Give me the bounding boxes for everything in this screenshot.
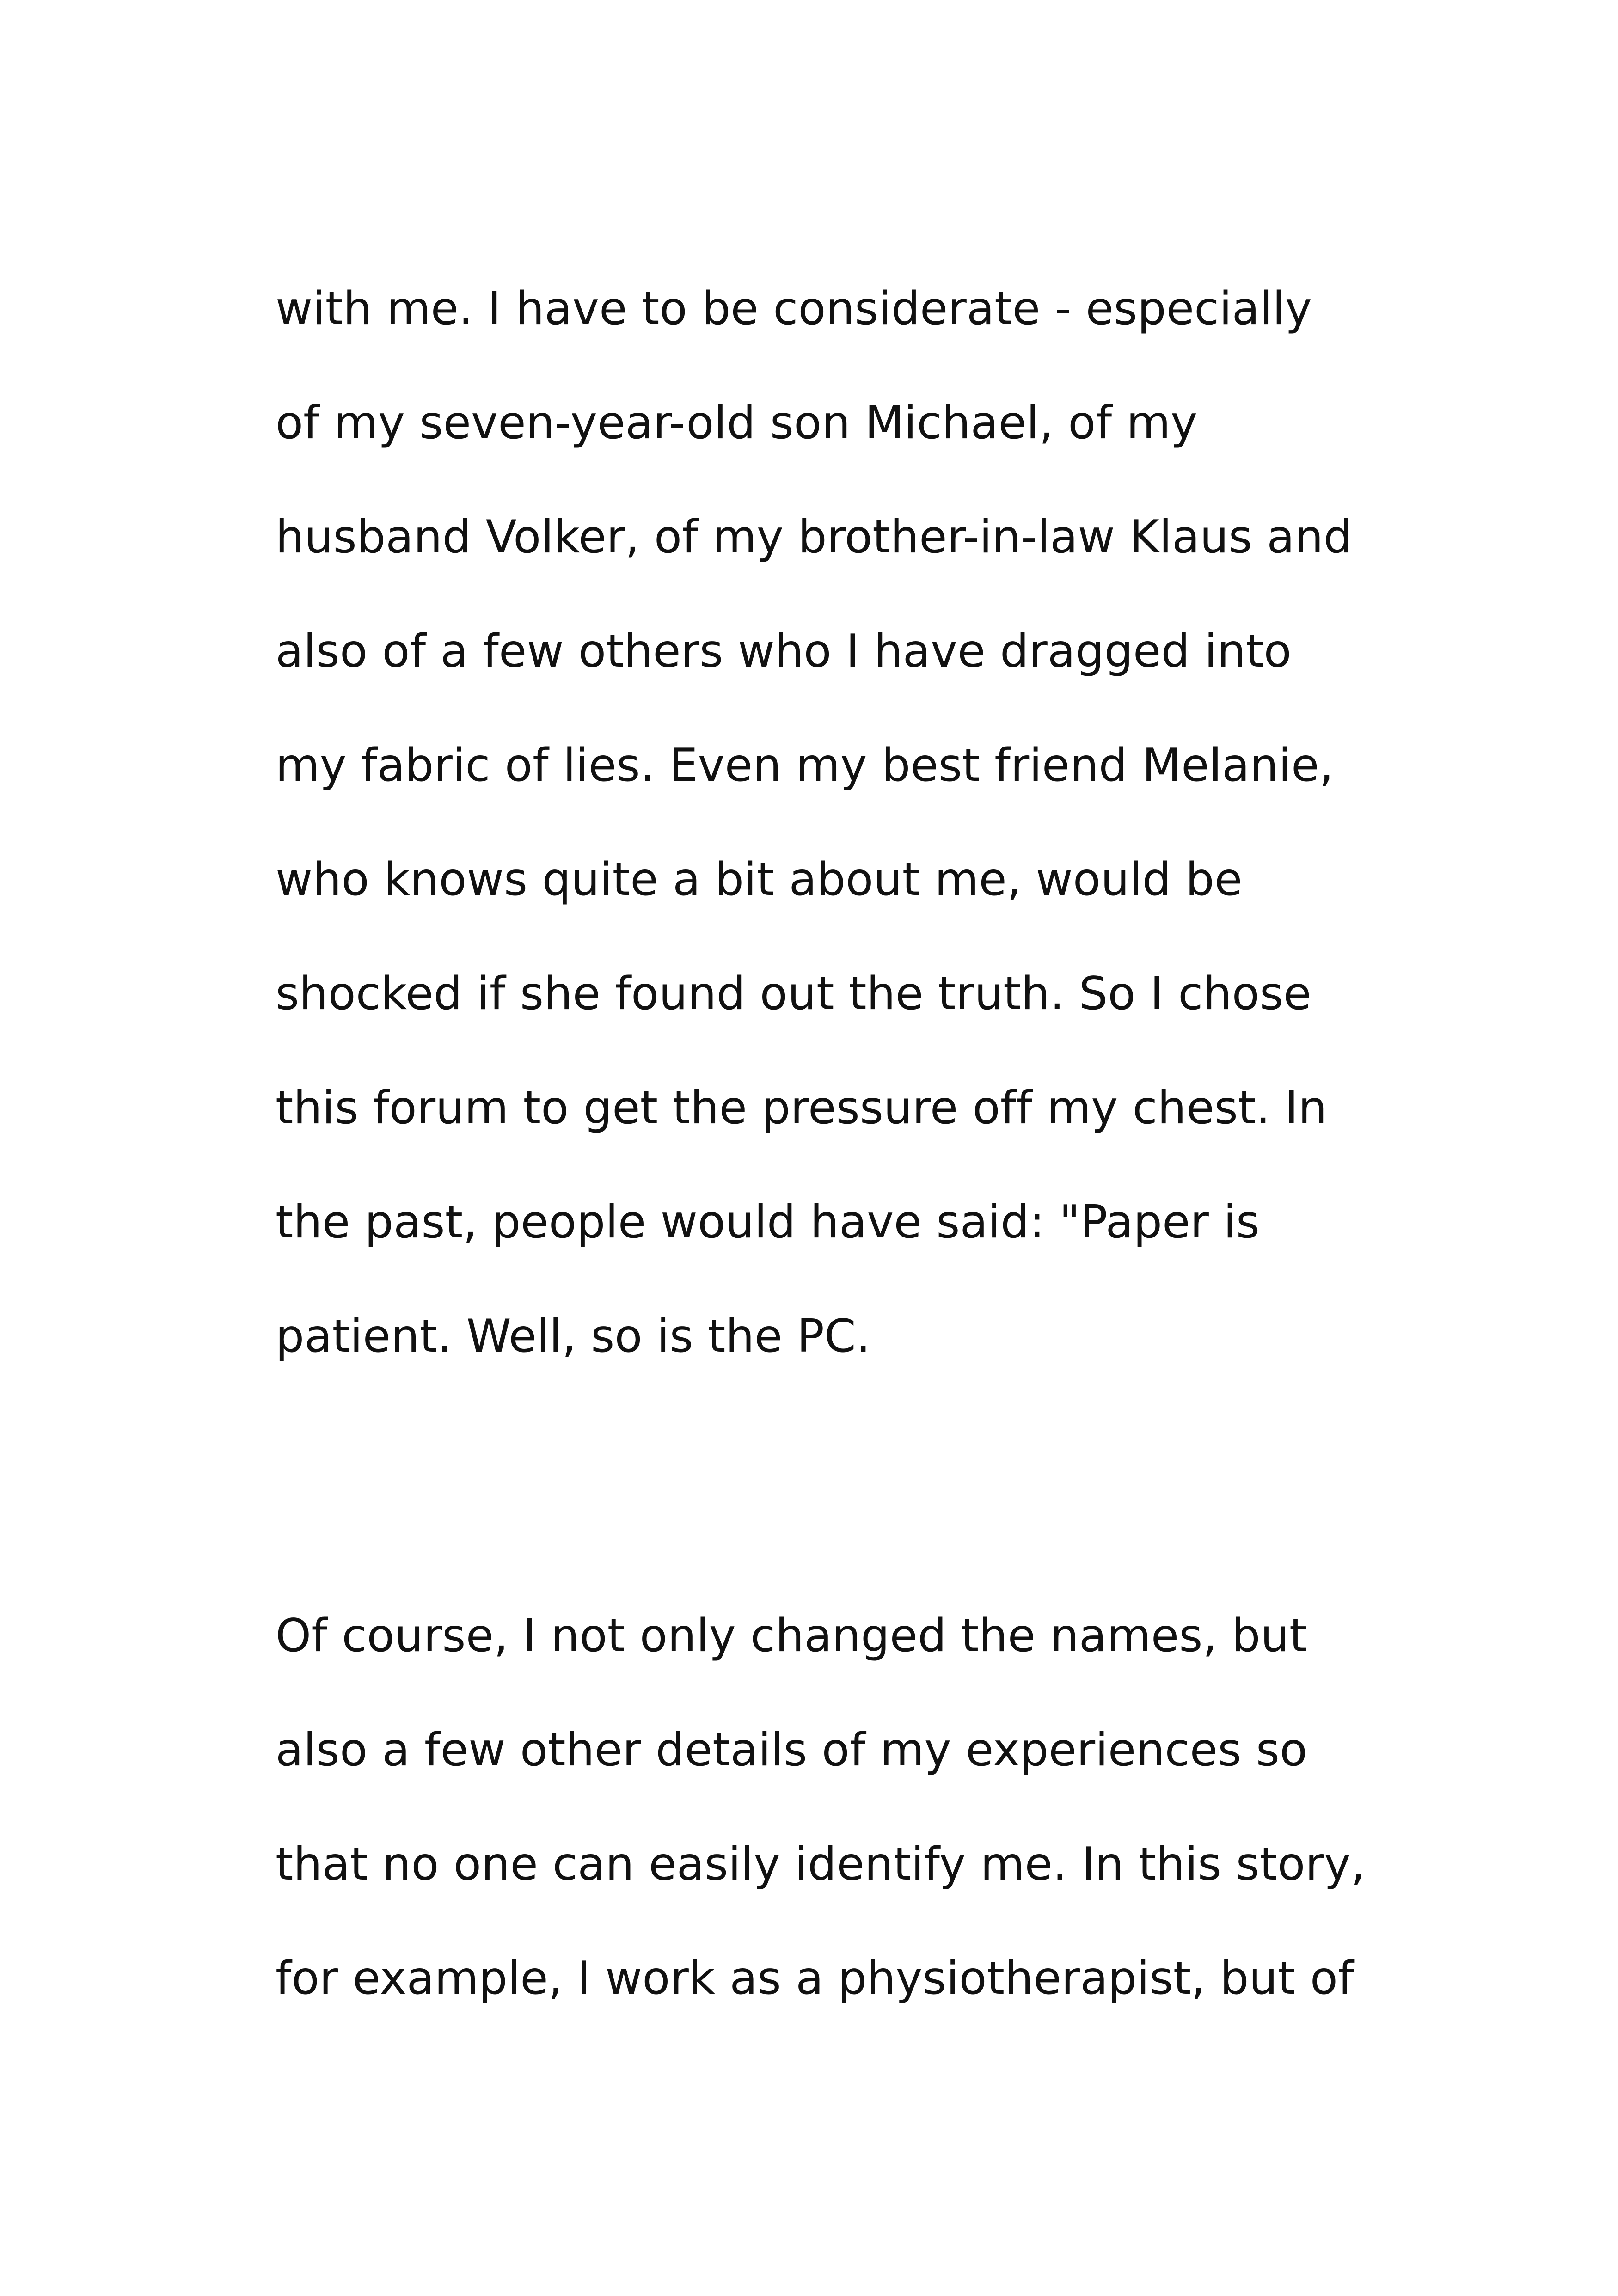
paragraph-2 (276, 1579, 1431, 2036)
text-line: the past, people would have said: "Paper is (276, 1196, 1260, 1249)
text-line: of my seven-year-old son Michael, of my (276, 397, 1198, 449)
text-line: with me. I have to be considerate - especially (276, 282, 1312, 335)
text-line: that no one can easily identify me. In this story, (276, 1838, 1366, 1891)
text-line: who knows quite a bit about me, would be (276, 853, 1243, 906)
text-line: also of a few others who I have dragged into (276, 625, 1292, 678)
paragraph-1 (276, 252, 1431, 1394)
text-line: patient. Well, so is the PC. (276, 1310, 871, 1363)
text-line: my fabric of lies. Even my best friend Melanie, (276, 739, 1334, 792)
text-line: also a few other details of my experiences so (276, 1724, 1308, 1776)
text-line: husband Volker, of my brother-in-law Klaus and (276, 511, 1353, 563)
text-line: for example, I work as a physiotherapist, but of (276, 1952, 1354, 2005)
text-line: this forum to get the pressure off my chest. In (276, 1082, 1327, 1134)
text-line: Of course, I not only changed the names, but (276, 1610, 1307, 1662)
text-line: shocked if she found out the truth. So I chose (276, 967, 1312, 1020)
